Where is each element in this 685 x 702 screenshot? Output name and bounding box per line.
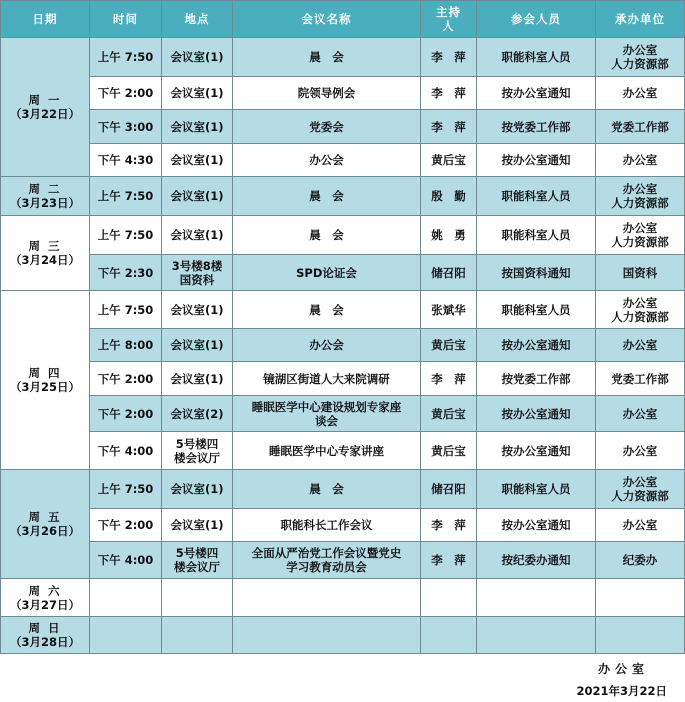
table-row [1, 579, 685, 617]
cell-line: 5号楼四 [175, 546, 219, 560]
unit-cell [596, 77, 685, 110]
host-cell: 李 萍 [421, 38, 477, 77]
table-row [1, 470, 685, 509]
host-cell: 李 萍 [421, 362, 477, 396]
empty-cell-time [90, 579, 162, 617]
host-cell: 李 萍 [421, 509, 477, 542]
host-cell: 黄后宝 [421, 329, 477, 362]
cell-line: 人力资源部 [611, 57, 669, 71]
attendees-cell: 职能科室人员 [477, 216, 596, 255]
place-cell: 会议室(1) [162, 77, 233, 110]
unit-cell [596, 144, 685, 177]
place-cell: 会议室(2) [162, 396, 233, 432]
host-cell: 黄后宝 [421, 144, 477, 177]
header-host: 主持人 [421, 1, 477, 38]
time-cell: 上午 8:00 [90, 329, 162, 362]
attendees-cell: 职能科室人员 [477, 470, 596, 509]
header-unit: 承办单位 [596, 1, 685, 38]
attendees-cell: 按办公室通知 [477, 329, 596, 362]
cell-line: 人力资源部 [611, 196, 669, 210]
meeting-name-cell: 晨 会 [233, 38, 421, 77]
host-cell: 姚 勇 [421, 216, 477, 255]
meeting-name-cell: 院领导例会 [233, 77, 421, 110]
cell-line: 楼会议厅 [174, 560, 220, 574]
day-cell-fri [1, 470, 90, 579]
time-cell: 上午 7:50 [90, 38, 162, 77]
header-place: 地点 [162, 1, 233, 38]
empty-cell-attendees [477, 617, 596, 654]
unit-cell [596, 509, 685, 542]
day-cell-sat [1, 579, 90, 617]
cell-line: 党委工作部 [611, 119, 669, 134]
day-date: （3月28日） [9, 635, 80, 649]
cell-line: 办公室 [622, 295, 658, 310]
cell-line: 全面从严治党工作会议暨党史 [251, 546, 402, 560]
day-name: 周 日 [28, 621, 62, 635]
meeting-name-cell: 党委会 [233, 110, 421, 144]
time-cell: 上午 7:50 [90, 216, 162, 255]
attendees-cell: 按纪委办通知 [477, 542, 596, 579]
unit-cell [596, 362, 685, 396]
time-cell: 下午 2:00 [90, 396, 162, 432]
table-row [1, 362, 685, 396]
place-cell: 会议室(1) [162, 362, 233, 396]
attendees-cell: 按党委工作部 [477, 362, 596, 396]
cell-line: 办公室 [622, 338, 658, 352]
table-row [1, 291, 685, 329]
empty-cell-host [421, 579, 477, 617]
unit-cell [596, 542, 685, 579]
cell-line: 谈会 [315, 413, 338, 428]
day-name: 周 三 [28, 239, 62, 253]
empty-cell-unit [596, 579, 685, 617]
place-cell: 会议室(1) [162, 291, 233, 329]
day-date: （3月22日） [9, 107, 80, 121]
place-cell: 会议室(1) [162, 329, 233, 362]
cell-line: 办公室 [622, 518, 658, 532]
day-date: （3月27日） [9, 597, 80, 612]
unit-cell [596, 177, 685, 216]
time-cell: 下午 2:30 [90, 255, 162, 291]
header-row [1, 1, 685, 38]
day-cell-thu [1, 291, 90, 470]
unit-cell [596, 329, 685, 362]
meeting-name-cell: 职能科长工作会议 [233, 509, 421, 542]
time-cell: 下午 4:00 [90, 542, 162, 579]
cell-line: 睡眠医学中心建设规划专家座 [251, 399, 402, 414]
cell-line: 人力资源部 [611, 309, 669, 324]
table-row [1, 329, 685, 362]
attendees-cell: 职能科室人员 [477, 177, 596, 216]
cell-line: 3号楼8楼 [171, 258, 223, 273]
place-cell [162, 432, 233, 470]
footer-org: 办公室 [597, 662, 649, 676]
cell-line: 办公室 [622, 443, 658, 458]
meeting-name-cell: 办公会 [233, 144, 421, 177]
unit-cell [596, 396, 685, 432]
attendees-cell: 按办公室通知 [477, 396, 596, 432]
unit-cell [596, 216, 685, 255]
meeting-name-cell: 镜湖区街道人大来院调研 [233, 362, 421, 396]
host-cell: 黄后宝 [421, 432, 477, 470]
unit-cell [596, 110, 685, 144]
header-date: 日期 [1, 1, 90, 38]
place-cell: 会议室(1) [162, 470, 233, 509]
place-cell [162, 255, 233, 291]
cell-line: 国资科 [179, 272, 215, 287]
table-row [1, 432, 685, 470]
place-cell: 会议室(1) [162, 177, 233, 216]
day-cell-tue [1, 177, 90, 216]
day-cell-wed [1, 216, 90, 291]
cell-line: 办公室 [622, 475, 658, 489]
unit-cell [596, 470, 685, 509]
meeting-name-cell [233, 542, 421, 579]
host-cell: 李 萍 [421, 77, 477, 110]
time-cell: 上午 7:50 [90, 470, 162, 509]
empty-cell-time [90, 617, 162, 654]
time-cell: 下午 3:00 [90, 110, 162, 144]
meeting-name-cell: 晨 会 [233, 470, 421, 509]
day-cell-mon [1, 38, 90, 177]
cell-line: 办公室 [622, 182, 658, 196]
day-name: 周 六 [28, 583, 62, 598]
time-cell: 下午 2:00 [90, 77, 162, 110]
cell-line: 党委工作部 [611, 371, 669, 386]
table-row [1, 542, 685, 579]
cell-line: 办公室 [622, 43, 658, 57]
header-meeting: 会议名称 [233, 1, 421, 38]
day-name: 周 四 [28, 366, 62, 380]
day-name: 周 一 [28, 93, 62, 107]
empty-cell-place [162, 617, 233, 654]
attendees-cell: 职能科室人员 [477, 38, 596, 77]
meeting-name-cell: SPD论证会 [233, 255, 421, 291]
cell-line: 纪委办 [622, 553, 658, 567]
host-cell: 李 萍 [421, 542, 477, 579]
attendees-cell: 职能科室人员 [477, 291, 596, 329]
table-row [1, 77, 685, 110]
attendees-cell: 按办公室通知 [477, 77, 596, 110]
time-cell: 下午 2:00 [90, 509, 162, 542]
table-row [1, 177, 685, 216]
attendees-cell: 按办公室通知 [477, 509, 596, 542]
table-row [1, 255, 685, 291]
day-cell-sun [1, 617, 90, 654]
table-row [1, 216, 685, 255]
meeting-name-cell [233, 396, 421, 432]
cell-line: 5号楼四 [175, 436, 219, 451]
table-row [1, 396, 685, 432]
day-date: （3月26日） [9, 524, 80, 538]
host-cell: 黄后宝 [421, 396, 477, 432]
attendees-cell: 按国资科通知 [477, 255, 596, 291]
place-cell: 会议室(1) [162, 110, 233, 144]
meeting-name-cell: 办公会 [233, 329, 421, 362]
meeting-name-cell: 晨 会 [233, 291, 421, 329]
attendees-cell: 按党委工作部 [477, 110, 596, 144]
day-date: （3月23日） [9, 196, 80, 210]
header-time: 时间 [90, 1, 162, 38]
header-attendees: 参会人员 [477, 1, 596, 38]
cell-line: 人力资源部 [611, 489, 669, 503]
cell-line: 办公室 [622, 221, 658, 235]
cell-line: 学习教育动员会 [286, 560, 367, 574]
unit-cell [596, 38, 685, 77]
host-cell: 储召阳 [421, 470, 477, 509]
place-cell: 会议室(1) [162, 216, 233, 255]
place-cell [162, 542, 233, 579]
unit-cell [596, 291, 685, 329]
cell-line: 办公室 [622, 86, 658, 100]
table-row [1, 617, 685, 654]
cell-line: 办公室 [622, 406, 658, 421]
host-cell: 殷 勤 [421, 177, 477, 216]
time-cell: 上午 7:50 [90, 177, 162, 216]
time-cell: 下午 4:30 [90, 144, 162, 177]
host-cell: 储召阳 [421, 255, 477, 291]
time-cell: 下午 4:00 [90, 432, 162, 470]
cell-line: 人力资源部 [611, 235, 669, 249]
cell-line: 楼会议厅 [174, 450, 220, 465]
attendees-cell: 按办公室通知 [477, 432, 596, 470]
empty-cell-meeting [233, 579, 421, 617]
attendees-cell: 按办公室通知 [477, 144, 596, 177]
day-name: 周 五 [28, 510, 62, 524]
meeting-name-cell: 晨 会 [233, 177, 421, 216]
empty-cell-unit [596, 617, 685, 654]
host-cell: 李 萍 [421, 110, 477, 144]
empty-cell-place [162, 579, 233, 617]
unit-cell [596, 432, 685, 470]
table-row [1, 509, 685, 542]
place-cell: 会议室(1) [162, 38, 233, 77]
place-cell: 会议室(1) [162, 509, 233, 542]
empty-cell-meeting [233, 617, 421, 654]
meeting-name-cell: 睡眠医学中心专家讲座 [233, 432, 421, 470]
table-row [1, 144, 685, 177]
cell-line: 办公室 [622, 153, 658, 167]
day-date: （3月25日） [9, 380, 80, 394]
empty-cell-attendees [477, 579, 596, 617]
host-cell: 张斌华 [421, 291, 477, 329]
unit-cell [596, 255, 685, 291]
cell-line: 国资科 [622, 265, 658, 280]
empty-cell-host [421, 617, 477, 654]
footer-date: 2021年3月22日 [576, 684, 667, 698]
day-name: 周 二 [28, 182, 62, 196]
table-row [1, 38, 685, 77]
table-row [1, 110, 685, 144]
day-date: （3月24日） [9, 253, 80, 267]
time-cell: 下午 2:00 [90, 362, 162, 396]
time-cell: 上午 7:50 [90, 291, 162, 329]
meeting-name-cell: 晨 会 [233, 216, 421, 255]
place-cell: 会议室(1) [162, 144, 233, 177]
